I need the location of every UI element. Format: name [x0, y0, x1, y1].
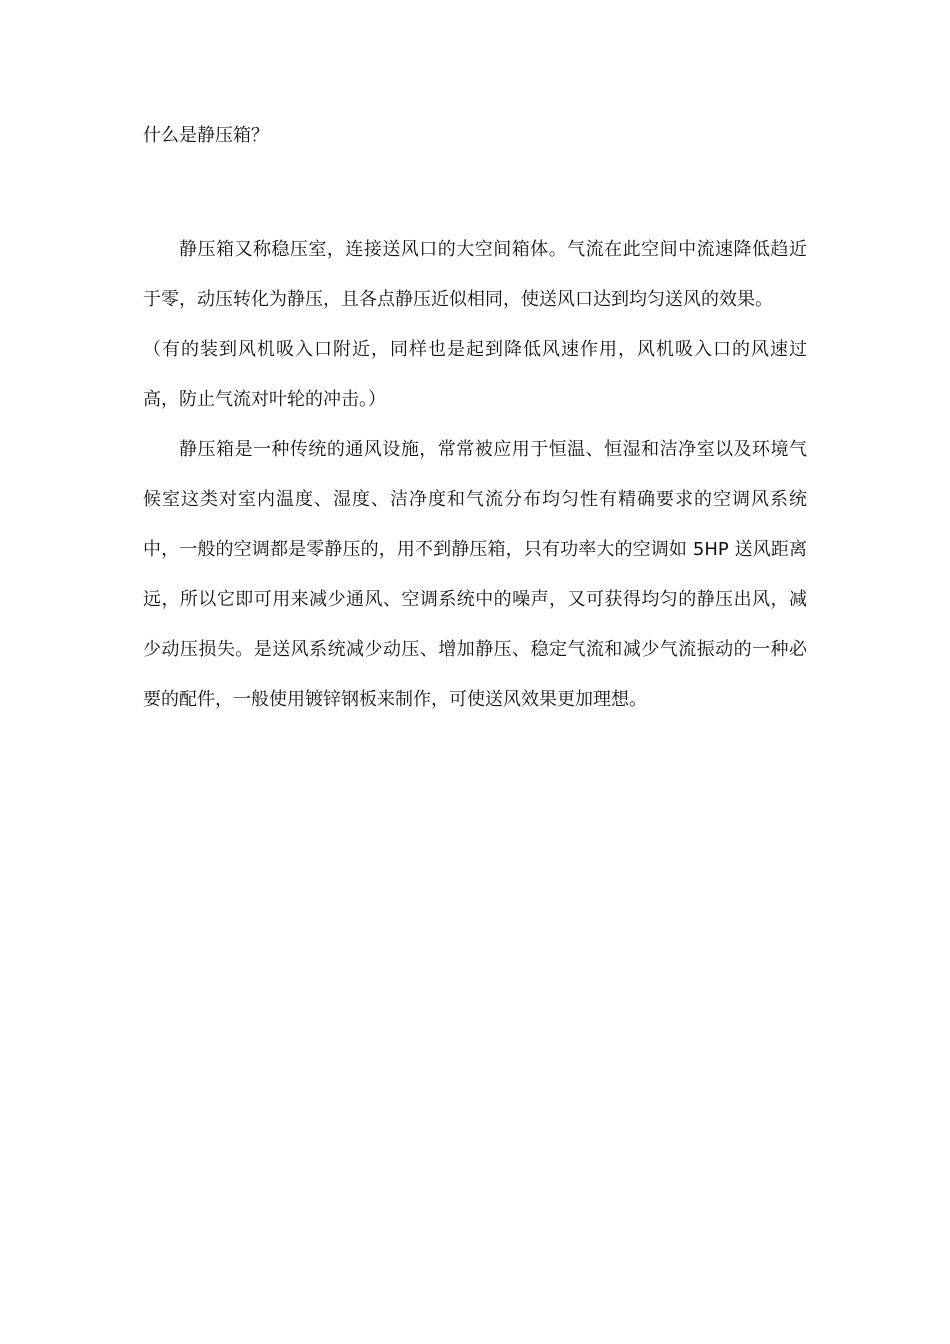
paragraph-definition: 静压箱又称稳压室，连接送风口的大空间箱体。气流在此空间中流速降低趋近于零，动压转化为静压，且各点静压近似相同，使送风口达到均匀送风的效果。: [143, 239, 807, 310]
document-title: 什么是静压箱？: [143, 125, 269, 146]
paragraph-note: （有的装到风机吸入口附近，同样也是起到降低风速作用，风机吸入口的风速过高，防止气流对叶轮的冲击。）: [143, 339, 807, 410]
document-body: [143, 225, 807, 725]
document-content: [143, 121, 807, 725]
paragraph-application: 静压箱是一种传统的通风设施，常常被应用于恒温、恒湿和洁净室以及环境气候室这类对室内温度、湿度、洁净度和气流分布均匀性有精确要求的空调风系统中，一般的空调都是零静压的，用不到静压箱，只有功率大的空调如 5HP 送风距离远，所以它即可用来减少通风、空调系统中的噪声，又可获得均匀的静压出风，减少动压损失。是送风系统减少动压、增加静压、稳定气流和减少气流振动的一种必要的配件，一般使用镀锌钢板来制作，可使送风效果更加理想。: [143, 439, 807, 710]
